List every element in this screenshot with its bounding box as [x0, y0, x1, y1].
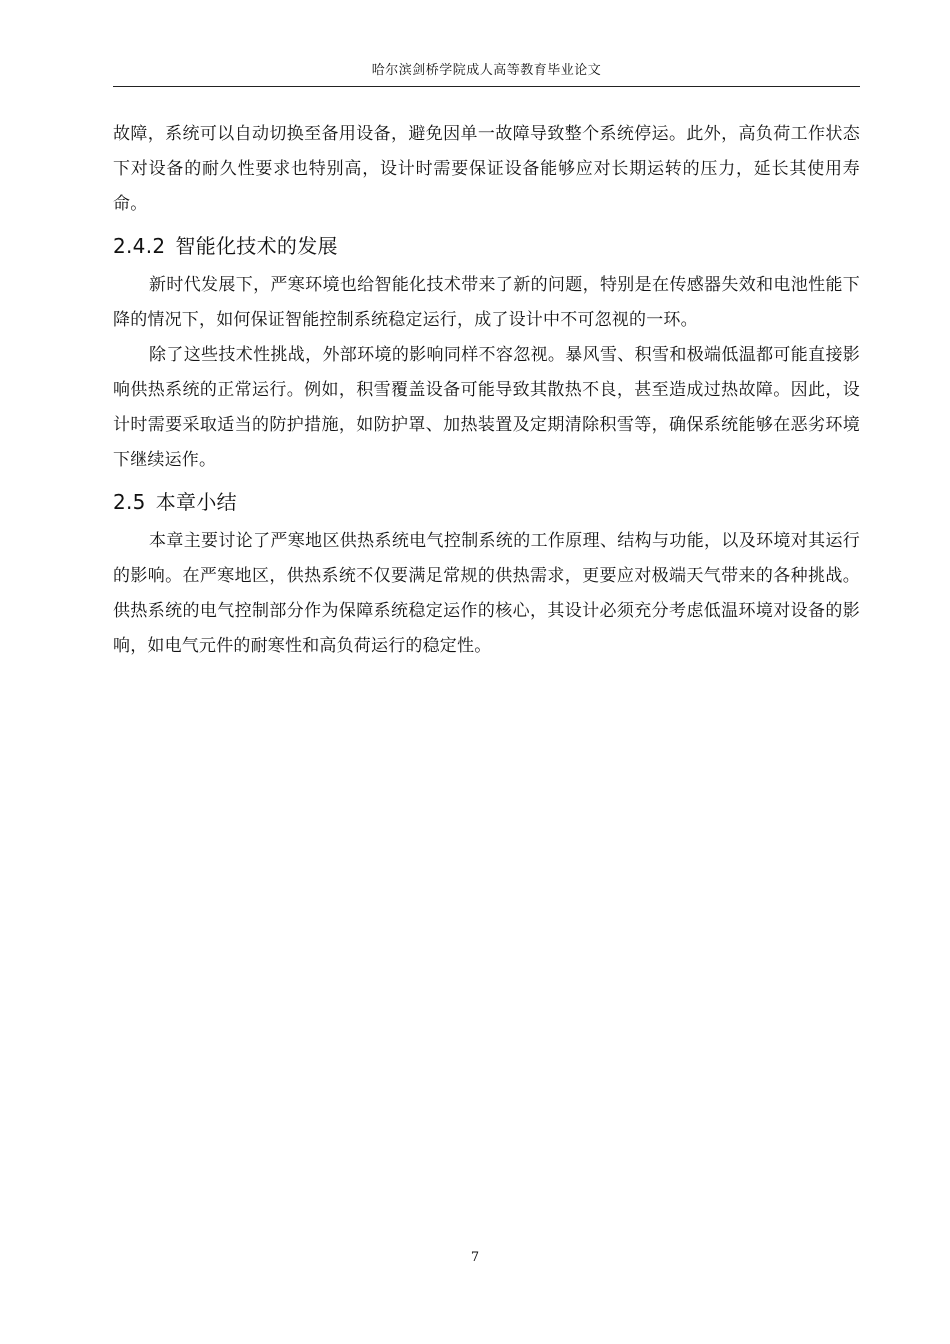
page-number: 7	[470, 1250, 480, 1265]
body-paragraph: 本章主要讨论了严寒地区供热系统电气控制系统的工作原理、结构与功能，以及环境对其运行的影响。在严寒地区，供热系统不仅要满足常规的供热需求，更要应对极端天气带来的各种挑战。供热系统的电气控制部分作为保障系统稳定运作的核心，其设计必须充分考虑低温环境对设备的影响，如电气元件的耐寒性和高负荷运行的稳定性。	[113, 531, 860, 656]
page-body	[113, 117, 860, 664]
continued-paragraph: 故障，系统可以自动切换至备用设备，避免因单一故障导致整个系统停运。此外，高负荷工作状态下对设备的耐久性要求也特别高，设计时需要保证设备能够应对长期运转的压力，延长其使用寿命。	[113, 124, 860, 214]
body-paragraph: 除了这些技术性挑战，外部环境的影响同样不容忽视。暴风雪、积雪和极端低温都可能直接影响供热系统的正常运行。例如，积雪覆盖设备可能导致其散热不良，甚至造成过热故障。因此，设计时需要采取适当的防护措施，如防护罩、加热装置及定期清除积雪等，确保系统能够在恶劣环境下继续运作。	[113, 345, 860, 470]
body-paragraph: 新时代发展下，严寒环境也给智能化技术带来了新的问题，特别是在传感器失效和电池性能下降的情况下，如何保证智能控制系统稳定运行，成了设计中不可忽视的一环。	[113, 275, 860, 330]
section-number: 2.5	[113, 490, 146, 514]
running-header	[113, 56, 860, 87]
section-number: 2.4.2	[113, 234, 166, 258]
section-title: 本章小结	[155, 490, 237, 514]
section-title: 智能化技术的发展	[175, 234, 338, 258]
section-heading-2-4-2	[113, 224, 860, 268]
header-title: 哈尔滨剑桥学院成人高等教育毕业论文	[371, 63, 602, 78]
section-heading-2-5	[113, 480, 860, 524]
